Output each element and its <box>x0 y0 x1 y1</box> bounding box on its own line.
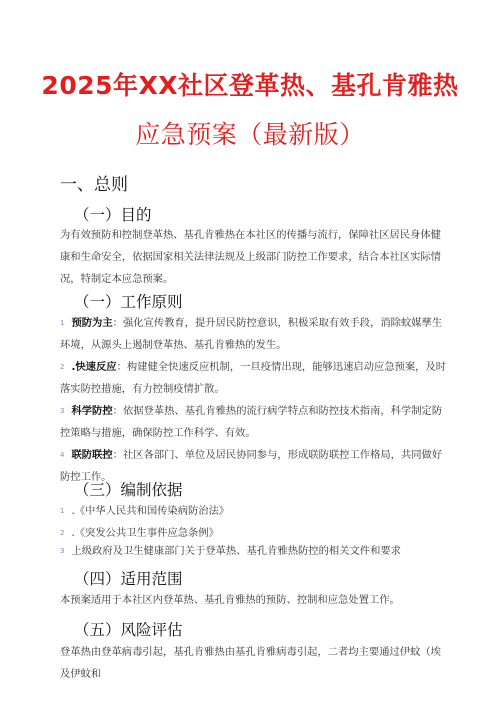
principle-label: 科学防控 <box>71 405 113 417</box>
principle-item-3 <box>60 400 450 444</box>
list-number: 3 <box>60 407 65 415</box>
risk-paragraph: 登革热由登革病毒引起，基孔肯雅热由基孔肯雅病毒引起，二者均主要通过伊蚊（埃及伊蚊和 <box>60 646 441 680</box>
purpose-paragraph: 为有效预防和控制登革热、基孔肯雅热在本社区的传播与流行，保障社区居民身体健康和生命安全，依据国家相关法律法规及上级部门防控工作要求，结合本社区实际情况，特制定本应急预案。 <box>60 229 441 285</box>
subheading-principles: （一）工作原则 <box>74 293 183 311</box>
list-number: 2 <box>60 529 65 537</box>
principle-item-2 <box>60 356 450 400</box>
section-heading-general: 一、总则 <box>60 175 128 195</box>
document-title-line2: 应急预案（最新版） <box>135 120 365 149</box>
subheading-scope: （四）适用范围 <box>74 570 183 588</box>
basis-text: 上级政府及卫生健康部门关于登革热、基孔肯雅热防控的相关文件和要求 <box>71 545 401 557</box>
basis-item-3 <box>60 540 450 562</box>
document-title-line1: 2025年XX社区登革热、基孔肯雅热 <box>41 71 459 100</box>
basis-text: .《中华人民共和国传染病防治法》 <box>71 505 230 517</box>
principle-text: ：依据登革热、基孔肯雅热的流行病学特点和防控技术指南，科学制定防控策略与措施，确保防控工作科学、有效。 <box>60 405 443 439</box>
list-number: 2 <box>60 363 65 371</box>
list-number: 1 <box>60 319 65 327</box>
subheading-basis: （三）编制依据 <box>74 481 183 499</box>
principle-label: 联防联控 <box>71 449 113 461</box>
subheading-purpose: （一）目的 <box>74 206 152 224</box>
list-number: 3 <box>60 547 65 555</box>
basis-text: .《突发公共卫生事件应急条例》 <box>71 527 219 539</box>
principle-item-1 <box>60 312 450 356</box>
scope-paragraph: 本预案适用于本社区内登革热、基孔肯雅热的预防、控制和应急处置工作。 <box>60 594 400 606</box>
list-number: 4 <box>60 451 65 459</box>
list-number: 1 <box>60 507 65 515</box>
principle-text: ：强化宣传教育，提升居民防控意识，积极采取有效手段，消除蚊媒孳生环境，从源头上遏制登革热、基孔肯雅热的发生。 <box>60 317 443 351</box>
basis-item-1 <box>60 500 450 522</box>
principle-label: 预防为主 <box>71 317 113 329</box>
principle-text: ：社区各部门、单位及居民协同参与，形成联防联控工作格局，共同做好防控工作。 <box>60 449 443 483</box>
principle-label: .快速反应 <box>71 361 117 373</box>
principle-text: ：构建健全快速反应机制，一旦疫情出现，能够迅速启动应急预案，及时落实防控措施，有力控制疫情扩散。 <box>60 361 447 395</box>
subheading-risk: （五）风险评估 <box>74 621 183 639</box>
